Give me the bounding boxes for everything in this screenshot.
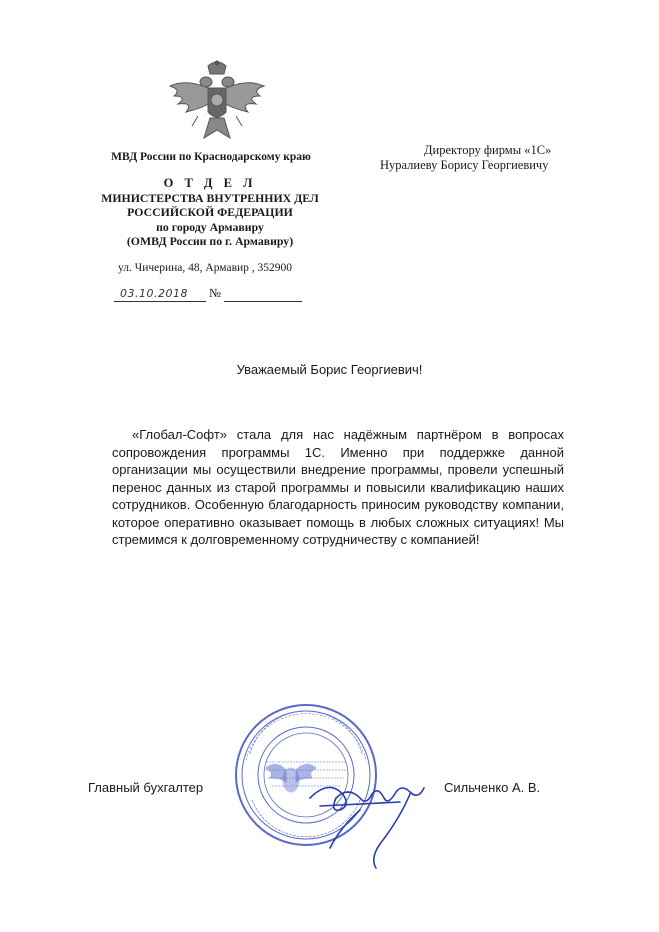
dept-line: О Т Д Е Л [163, 176, 257, 190]
letter-date: 03.10.2018 [120, 287, 188, 300]
number-label: № [209, 286, 221, 300]
recipient-line: Директору фирмы «1С» [424, 143, 552, 157]
date-underline [114, 301, 206, 302]
signatory-name: Сильченко А. В. [444, 780, 541, 795]
sender-department-block [80, 176, 340, 249]
salutation: Уважаемый Борис Георгиевич! [236, 362, 423, 377]
signatory-role: Главный бухгалтер [88, 780, 204, 795]
sender-org-line: МВД России по Краснодарскому краю [111, 151, 311, 163]
dept-line: по городу Армавиру [156, 219, 264, 234]
number-underline [224, 301, 302, 302]
dept-line: (ОМВД России по г. Армавиру) [126, 234, 294, 248]
recipient-line: Нуралиеву Борису Георгиевичу [380, 158, 549, 172]
recipient-block [380, 143, 630, 173]
dept-line: МИНИСТЕРСТВА ВНУТРЕННИХ ДЕЛ [101, 190, 319, 205]
dept-line: РОССИЙСКОЙ ФЕДЕРАЦИИ [127, 205, 293, 219]
handwritten-signature-icon [300, 758, 450, 878]
letter-body: «Глобал-Софт» стала для нас надёжным партнёром в вопросах сопровождения программы 1С. Именно при поддержке данной организации мы осуществили внедрение программы, провели успешный перенос данных из старой программы и повысили квалификацию наших сотрудников. Особенную благодарность приносим руководству компании, которое оперативно оказывает помощь в любых сложных ситуациях! Мы стремимся к долговременному сотрудничеству с компанией! [112, 427, 564, 547]
date-number-line [114, 284, 304, 304]
sender-address: ул. Чичерина, 48, Армавир , 352900 [118, 262, 293, 274]
eagle-emblem-icon [168, 60, 266, 146]
